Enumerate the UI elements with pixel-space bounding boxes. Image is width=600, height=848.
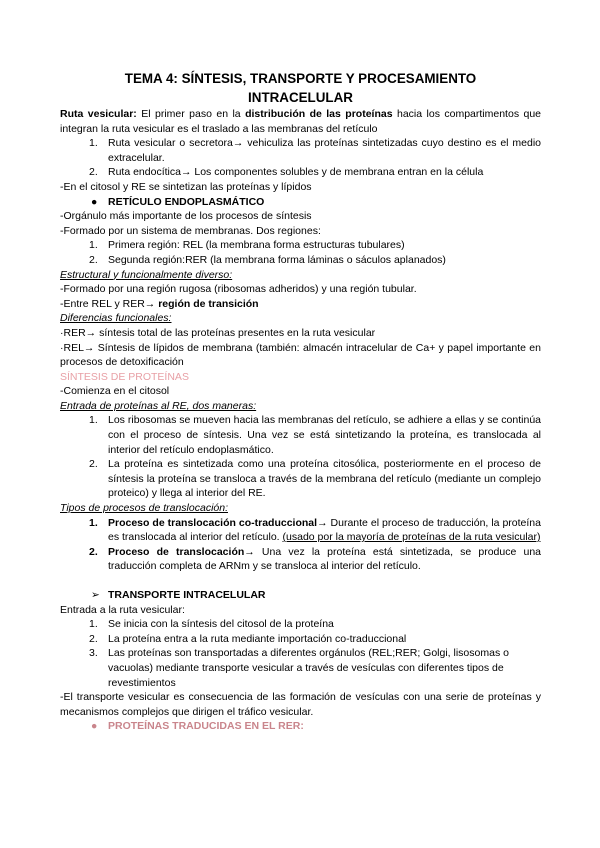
tipos-list [60, 516, 541, 574]
list-item: 1. Primera región: REL (la membrana forma estructuras tubulares) [89, 239, 405, 252]
rugosa-line: -Formado por una región rugosa (ribosomas adheridos) y una región tubular. [60, 283, 417, 296]
regiones-list [60, 238, 541, 267]
reticulo-heading: ● RETÍCULO ENDOPLASMÁTICO [91, 195, 265, 208]
comienza-line: -Comienza en el citosol [60, 385, 170, 398]
spacer [60, 574, 541, 588]
traducidas-heading: ● PROTEÍNAS TRADUCIDAS EN EL RER: [91, 720, 304, 733]
diferencias-heading: Diferencias funcionales: [60, 312, 172, 325]
organulo-line: -Orgánulo más importante de los procesos de síntesis [60, 210, 312, 223]
ruta-vesicular-paragraph: Ruta vesicular: El primer paso en la distribución de las proteínas hacia los compartimentos que integran la ruta vesicular es el traslado a las membranas del retículo [60, 108, 542, 135]
bullet-icon: ● [91, 195, 98, 208]
formado-line: -Formado por un sistema de membranas. Dos regiones: [60, 224, 321, 237]
list-item: 2. Segunda región:RER (la membrana forma láminas o sáculos aplanados) [89, 253, 446, 266]
list-item: 1. Se inicia con la síntesis del citosol de la proteína [89, 618, 334, 631]
transporte-heading: ➢ TRANSPORTE INTRACELULAR [91, 589, 266, 601]
tipos-heading: Tipos de procesos de translocación: [60, 502, 228, 515]
arrow-bullet-icon: ➢ [91, 589, 100, 601]
entre-line: -Entre REL y RER→ región de transición [60, 297, 259, 310]
rel-line: ·REL→ Síntesis de lípidos de membrana (también: almacén intracelular de Ca+ y papel importante en procesos de detoxificación [60, 341, 541, 369]
list-item: 1. Proceso de translocación co-traduccional→ Durante el proceso de traducción, la proteína es translocada al interior del retículo. (usado por la mayoría de proteínas de la ruta vesicular) [89, 516, 541, 544]
bullet-icon: ● [91, 720, 98, 733]
list-item: 1. Los ribosomas se mueven hacia las membranas del retículo, se adhiere a ellas y se continúa con el proceso de síntesis. Una vez se está sintetizando la proteína, es translocada al interior del retículo endoplasmático. [89, 414, 541, 456]
list-item: 2. La proteína entra a la ruta mediante importación co-traduccional [89, 632, 407, 645]
sintesis-heading: SÍNTESIS DE PROTEÍNAS [60, 370, 189, 383]
entrada-list [60, 413, 541, 501]
estructural-heading: Estructural y funcionalmente diverso: [60, 268, 233, 281]
ruta-list [60, 136, 541, 180]
document-page [60, 69, 541, 734]
consecuencia-line: -El transporte vesicular es consecuencia de las formación de vesículas con una serie de proteínas y mecanismos complejos que dirigen el tráfico vesicular. [60, 691, 541, 718]
transporte-list [60, 617, 541, 690]
entrada-heading: Entrada de proteínas al RE, dos maneras: [60, 399, 257, 412]
entrada-ruta-line: Entrada a la ruta vesicular: [60, 603, 185, 616]
list-item: 2. La proteína es sintetizada como una proteína citosólica, posteriormente en el proceso de síntesis la proteína se transloca a través de la membrana del retículo (mediante un complejo proteico) y llega al interior del RE. [89, 458, 541, 500]
rer-line: ·RER→ síntesis total de las proteínas presentes en la ruta vesicular [60, 326, 376, 339]
list-item: 2. Proceso de translocación→ Una vez la proteína está sintetizada, se produce una traducción completa de ARNm y se transloca al interior del retículo. [89, 545, 542, 573]
list-item: 2. Ruta endocítica→ Los componentes solubles y de membrana entran en la célula [89, 166, 484, 179]
citosol-line: -En el citosol y RE se sintetizan las proteínas y lípidos [60, 180, 312, 193]
list-item: 3. Las proteínas son transportadas a diferentes orgánulos (REL;RER; Golgi, lisosomas o vacuolas) mediante transporte vesicular a través de vesículas con diferentes tipos de revestimientos [89, 647, 509, 689]
list-item: 1. Ruta vesicular o secretora→ vehiculiza las proteínas sintetizadas cuyo destino es el medio extracelular. [89, 137, 541, 164]
document-title: TEMA 4: SÍNTESIS, TRANSPORTE Y PROCESAMIENTO INTRACELULAR [124, 71, 477, 105]
